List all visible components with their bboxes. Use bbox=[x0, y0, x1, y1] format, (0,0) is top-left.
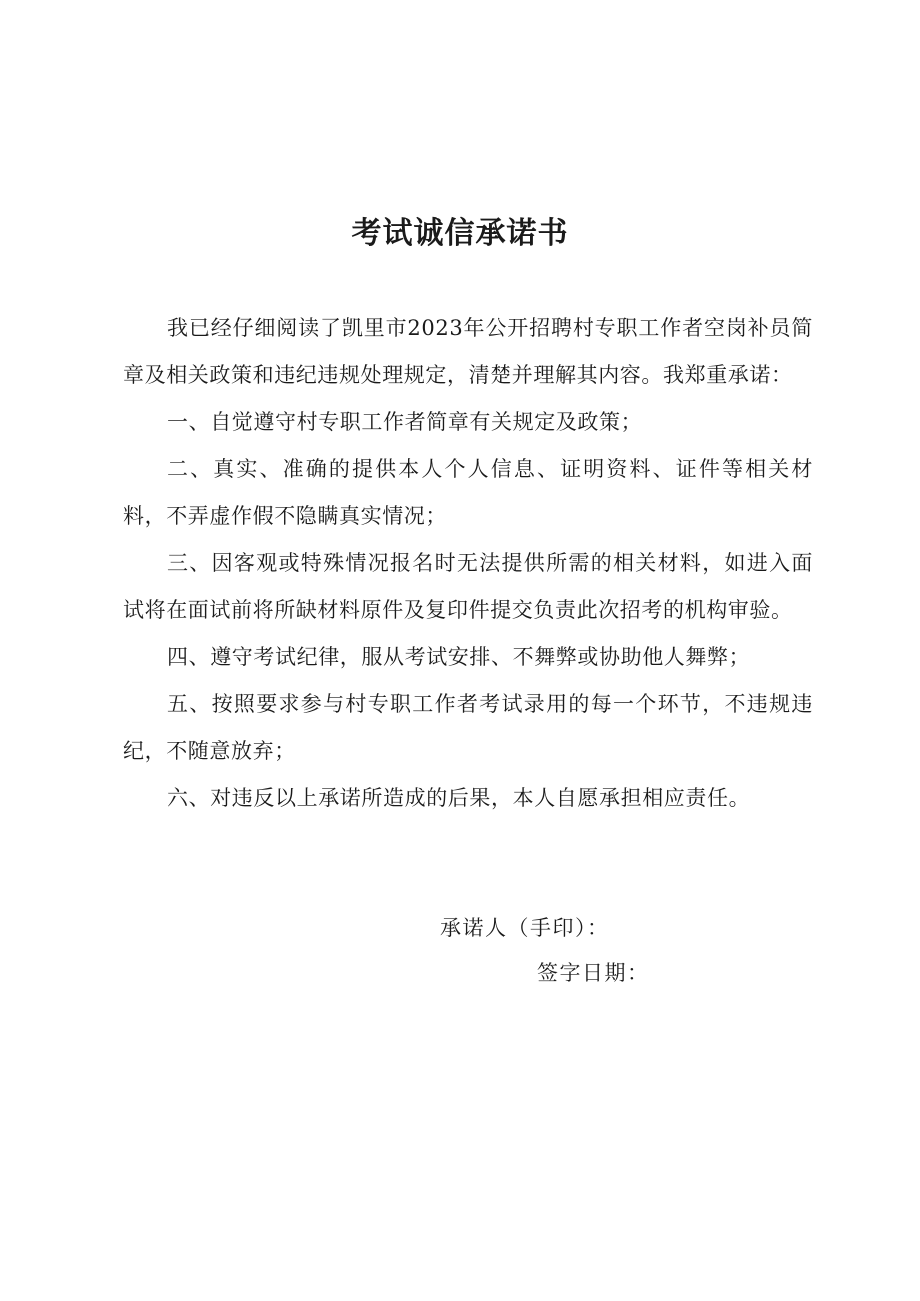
pledge-item-6: 六、对违反以上承诺所造成的后果，本人自愿承担相应责任。 bbox=[167, 786, 751, 810]
pledge-item-1: 一、自觉遵守村专职工作者简章有关规定及政策； bbox=[167, 410, 643, 434]
signature-date-label: 签字日期： bbox=[537, 961, 650, 985]
pledge-item-4: 四、遵守考试纪律，服从考试安排、不舞弊或协助他人舞弊； bbox=[167, 645, 751, 669]
pledge-item-3: 三、因客观或特殊情况报名时无法提供所需的相关材料，如进入面试将在面试前将所缺材料原件及复印件提交负责此次招考的机构审验。 bbox=[123, 551, 813, 622]
document-title: 考试诚信承诺书 bbox=[351, 216, 569, 251]
document-body bbox=[123, 305, 813, 822]
intro-paragraph: 我已经仔细阅读了凯里市2023年公开招聘村专职工作者空岗补员简章及相关政策和违纪违规处理规定，清楚并理解其内容。我郑重承诺： bbox=[123, 316, 813, 387]
pledge-item-2: 二、真实、准确的提供本人个人信息、证明资料、证件等相关材料，不弄虚作假不隐瞒真实情况； bbox=[123, 457, 813, 528]
pledge-item-5: 五、按照要求参与村专职工作者考试录用的每一个环节，不违规违纪，不随意放弃； bbox=[123, 692, 813, 763]
signer-label: 承诺人（手印）： bbox=[440, 916, 610, 940]
